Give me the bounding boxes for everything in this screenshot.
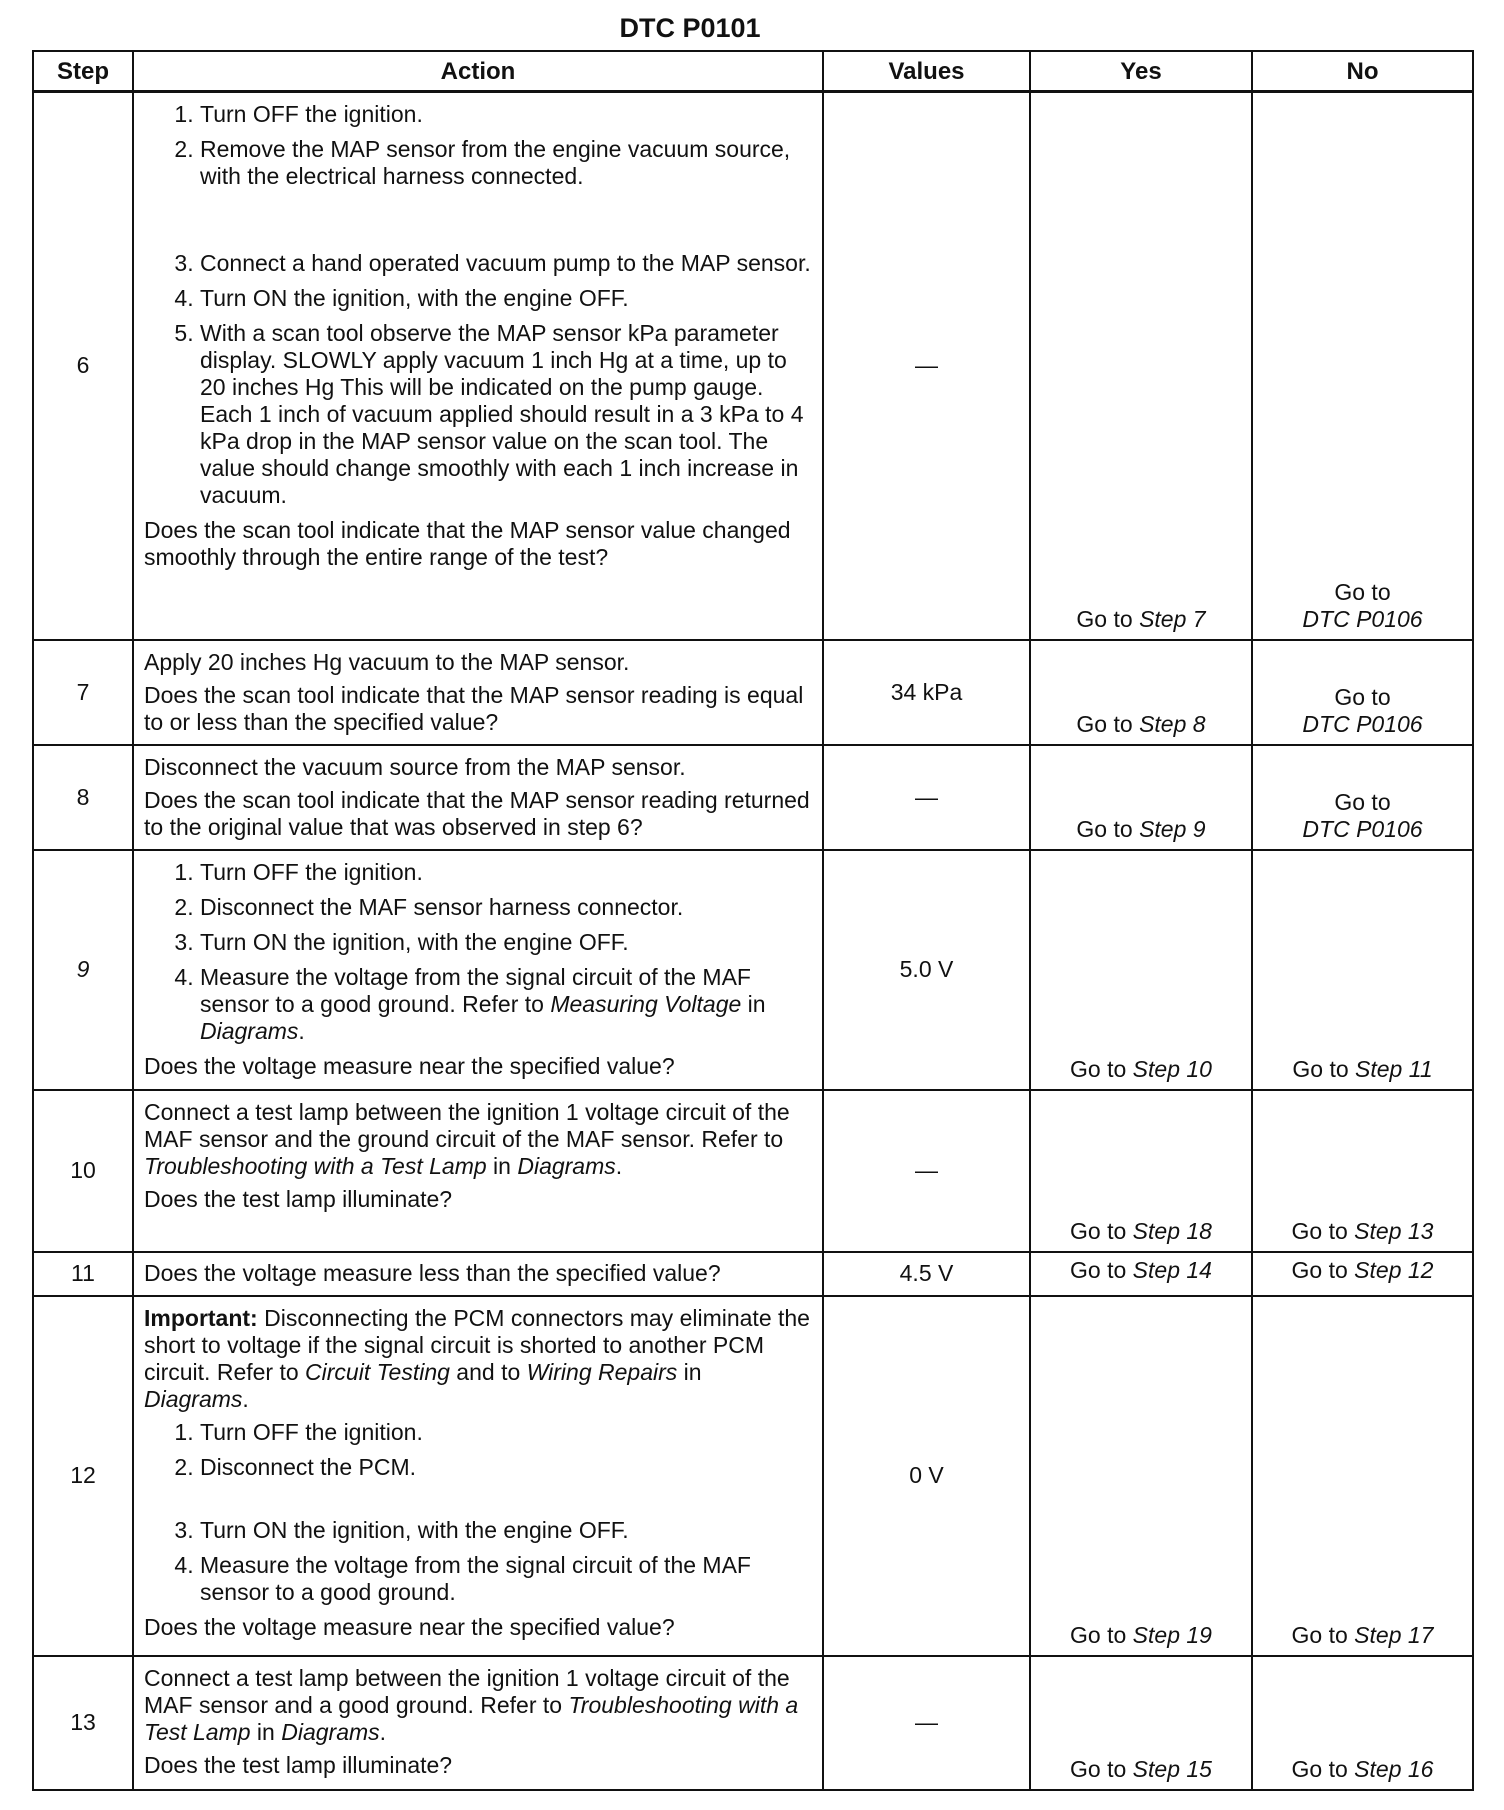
no-target: Step 13	[1354, 1217, 1434, 1244]
no-target: Step 16	[1354, 1755, 1434, 1782]
header-yes: Yes	[1030, 51, 1252, 92]
header-no: No	[1252, 51, 1473, 92]
step-text: .	[242, 1385, 249, 1412]
action-step: 1. Turn OFF the ignition.	[200, 859, 812, 886]
goto-prefix: Go to	[1334, 578, 1391, 605]
action-cell	[133, 640, 823, 745]
header-values: Values	[823, 51, 1030, 92]
no-cell	[1252, 92, 1473, 640]
no-cell	[1252, 1090, 1473, 1252]
reference-link: Troubleshooting with a Test Lamp	[144, 1691, 799, 1745]
step-number: 7	[33, 640, 133, 745]
reference-link: Diagrams	[144, 1385, 243, 1412]
no-target: DTC P0106	[1302, 710, 1423, 737]
yes-target: Step 7	[1139, 605, 1206, 632]
action-steps	[144, 1419, 812, 1606]
value-cell: —	[823, 1090, 1030, 1252]
action-question: Does the test lamp illuminate?	[144, 1751, 453, 1778]
reference-link: Diagrams	[200, 1017, 299, 1044]
action-step: 2. Disconnect the MAF sensor harness connector.	[200, 894, 812, 921]
step-number: 13	[33, 1656, 133, 1790]
reference-link: Diagrams	[517, 1152, 616, 1179]
step-number: 9	[33, 850, 133, 1090]
goto-prefix: Go to	[1291, 1217, 1348, 1244]
step-text: .	[379, 1718, 387, 1745]
diagnostic-table	[32, 50, 1474, 1791]
no-cell	[1252, 745, 1473, 850]
yes-cell	[1030, 92, 1252, 640]
action-question: Does the test lamp illuminate?	[144, 1185, 453, 1212]
no-cell	[1252, 850, 1473, 1090]
table-row	[33, 1090, 1473, 1252]
table-row	[33, 1296, 1473, 1656]
goto-prefix: Go to	[1070, 1055, 1127, 1082]
no-cell	[1252, 1656, 1473, 1790]
action-step: 4. Turn ON the ignition, with the engine OFF.	[200, 285, 812, 312]
yes-target: Step 18	[1132, 1217, 1212, 1244]
yes-cell	[1030, 1296, 1252, 1656]
important-label: Important:	[144, 1304, 258, 1331]
header-step: Step	[33, 51, 133, 92]
action-steps	[144, 101, 812, 509]
yes-cell	[1030, 745, 1252, 850]
action-step: 1. Turn OFF the ignition.	[200, 1419, 812, 1446]
goto-prefix: Go to	[1076, 815, 1133, 842]
action-text: Disconnect the vacuum source from the MAP sensor.	[144, 753, 686, 780]
action-question: Does the voltage measure less than the specified value?	[144, 1260, 721, 1286]
goto-prefix: Go to	[1334, 788, 1391, 815]
action-step: 3. Connect a hand operated vacuum pump to the MAP sensor.	[200, 250, 812, 277]
yes-target: Step 19	[1132, 1621, 1212, 1648]
step-text: in	[677, 1358, 702, 1385]
action-step: 4. Measure the voltage from the signal circuit of the MAF sensor to a good ground.	[200, 1552, 812, 1606]
goto-prefix: Go to	[1070, 1755, 1127, 1782]
action-step: 1. Turn OFF the ignition.	[200, 101, 812, 128]
step-number: 12	[33, 1296, 133, 1656]
goto-prefix: Go to	[1291, 1755, 1348, 1782]
goto-prefix: Go to	[1070, 1257, 1127, 1283]
yes-target: Step 9	[1139, 815, 1206, 842]
no-target: DTC P0106	[1302, 605, 1423, 632]
action-cell	[133, 92, 823, 640]
action-question: Does the scan tool indicate that the MAP sensor value changed smoothly through the entire range of the test?	[144, 517, 791, 570]
value-cell: —	[823, 1656, 1030, 1790]
action-question: Does the scan tool indicate that the MAP sensor reading is equal to or less than the specified value?	[144, 681, 804, 735]
table-row	[33, 745, 1473, 850]
action-step: 5. With a scan tool observe the MAP sensor kPa parameter display. SLOWLY apply vacuum 1 inch Hg at a time, up to 20 inches Hg This will be indicated on the pump gauge. Each 1 inch of vacuum applied should result in a 3 kPa to 4 kPa drop in the MAP sensor value on the scan tool. The value should change smoothly with each 1 inch increase in vacuum.	[200, 320, 812, 509]
yes-target: Step 14	[1132, 1257, 1212, 1283]
no-target: DTC P0106	[1302, 815, 1423, 842]
action-step: 3. Turn ON the ignition, with the engine OFF.	[200, 1517, 812, 1544]
yes-cell	[1030, 850, 1252, 1090]
value-cell: —	[823, 92, 1030, 640]
action-question: Does the voltage measure near the specified value?	[144, 1613, 675, 1640]
action-cell	[133, 1090, 823, 1252]
action-cell	[133, 745, 823, 850]
value-cell: 0 V	[823, 1296, 1030, 1656]
action-cell	[133, 1296, 823, 1656]
header-row	[33, 51, 1473, 92]
value-cell: 4.5 V	[823, 1252, 1030, 1296]
action-question: Does the scan tool indicate that the MAP sensor reading returned to the original value that was observed in step 6?	[144, 786, 810, 840]
action-text	[144, 1099, 812, 1180]
step-number: 11	[33, 1252, 133, 1296]
reference-link: Wiring Repairs	[526, 1358, 678, 1385]
yes-cell	[1030, 1656, 1252, 1790]
table-row	[33, 640, 1473, 745]
step-text: in	[486, 1152, 518, 1179]
step-number: 6	[33, 92, 133, 640]
no-target: Step 12	[1354, 1257, 1434, 1283]
value-cell: 5.0 V	[823, 850, 1030, 1090]
step-text: .	[615, 1152, 623, 1179]
goto-prefix: Go to	[1070, 1621, 1127, 1648]
yes-cell	[1030, 640, 1252, 745]
no-cell	[1252, 640, 1473, 745]
action-steps	[144, 859, 812, 1045]
action-step: 2. Disconnect the PCM.	[200, 1454, 812, 1481]
action-step	[200, 964, 812, 1045]
action-question: Does the voltage measure near the specified value?	[144, 1052, 675, 1079]
page-title: DTC P0101	[619, 13, 761, 43]
no-target: Step 11	[1355, 1055, 1433, 1082]
step-text: Connect a test lamp between the ignition 1 voltage circuit of the MAF sensor and the ground circuit of the MAF sensor. Refer to	[144, 1098, 790, 1152]
action-cell	[133, 1252, 823, 1296]
no-target: Step 17	[1354, 1621, 1434, 1648]
no-cell	[1252, 1296, 1473, 1656]
step-text: in	[741, 990, 766, 1017]
table-row	[33, 850, 1473, 1090]
header-action: Action	[133, 51, 823, 92]
reference-link: Troubleshooting with a Test Lamp	[144, 1152, 487, 1179]
step-text: and to	[449, 1358, 527, 1385]
reference-link: Circuit Testing	[305, 1358, 450, 1385]
table-row	[33, 92, 1473, 640]
step-text: in	[250, 1718, 282, 1745]
yes-target: Step 8	[1139, 710, 1206, 737]
goto-prefix: Go to	[1292, 1055, 1349, 1082]
goto-prefix: Go to	[1076, 710, 1133, 737]
table-row	[33, 1252, 1473, 1296]
no-cell	[1252, 1252, 1473, 1296]
value-cell: —	[823, 745, 1030, 850]
yes-target: Step 15	[1132, 1755, 1212, 1782]
goto-prefix: Go to	[1334, 683, 1391, 710]
action-text	[144, 1665, 812, 1746]
goto-prefix: Go to	[1070, 1217, 1127, 1244]
step-text: Connect a test lamp between the ignition 1 voltage circuit of the MAF sensor and a good ground. Refer to	[144, 1664, 790, 1718]
step-text: Disconnecting the PCM connectors may eliminate the short to voltage if the signal circuit is shorted to another PCM circuit. Refer to	[144, 1304, 810, 1385]
reference-link: Measuring Voltage	[550, 990, 742, 1017]
step-number: 8	[33, 745, 133, 850]
action-text: Apply 20 inches Hg vacuum to the MAP sensor.	[144, 648, 630, 675]
yes-cell	[1030, 1090, 1252, 1252]
goto-prefix: Go to	[1291, 1621, 1348, 1648]
step-text: .	[298, 1017, 305, 1044]
step-number: 10	[33, 1090, 133, 1252]
action-cell	[133, 850, 823, 1090]
important-note	[144, 1305, 812, 1413]
yes-target: Step 10	[1132, 1055, 1212, 1082]
goto-prefix: Go to	[1291, 1257, 1348, 1283]
table-row	[33, 1656, 1473, 1790]
action-cell	[133, 1656, 823, 1790]
value-cell: 34 kPa	[823, 640, 1030, 745]
action-step: 2. Remove the MAP sensor from the engine vacuum source, with the electrical harness connected.	[200, 136, 812, 190]
goto-prefix: Go to	[1076, 605, 1133, 632]
yes-cell	[1030, 1252, 1252, 1296]
action-step: 3. Turn ON the ignition, with the engine OFF.	[200, 929, 812, 956]
reference-link: Diagrams	[281, 1718, 380, 1745]
step-text: Measure the voltage from the signal circuit of the MAF sensor to a good ground. Refer to	[200, 963, 751, 1017]
